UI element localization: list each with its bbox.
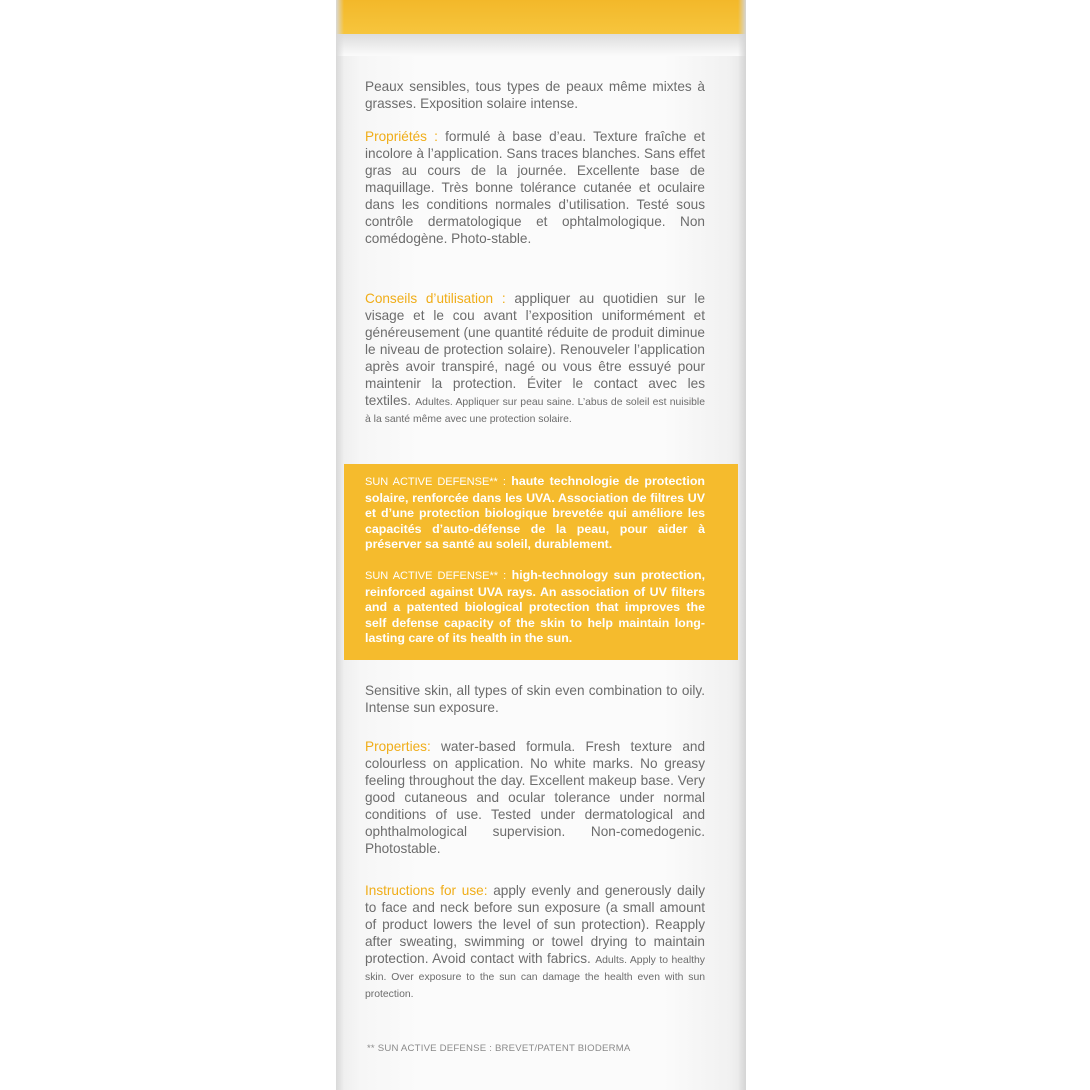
en-usage-paragraph	[365, 882, 705, 1001]
en-properties-label: Properties:	[365, 739, 431, 754]
fr-usage-label: Conseils d’utilisation :	[365, 291, 506, 306]
en-properties-text: water-based formula. Fresh texture and colourless on application. No white marks. No greasy feeling throughout the day. Excellent makeup base. Very good cutaneous and ocular tolerance under normal conditions of use. Tested under dermatological and ophthalmological supervision. Non-comedogenic. Photostable.	[365, 739, 705, 856]
en-skin-type: Sensitive skin, all types of skin even combination to oily. Intense sun exposure.	[365, 683, 705, 715]
fr-usage-paragraph	[365, 290, 705, 426]
patent-footnote: ** SUN ACTIVE DEFENSE : BREVET/PATENT BIODERMA	[367, 1043, 631, 1054]
box-top-flap-shadow	[336, 34, 746, 56]
fr-usage-small-print: Adultes. Appliquer sur peau saine. L’abus de soleil est nuisible à la santé même avec une protection solaire.	[365, 397, 705, 425]
fr-properties-paragraph	[365, 128, 705, 247]
band-en-label: SUN ACTIVE DEFENSE** :	[365, 570, 507, 582]
band-fr-paragraph	[365, 474, 705, 553]
en-usage-small-print: Adults. Apply to healthy skin. Over exposure to the sun can damage the health even with sun protection.	[365, 955, 706, 1000]
fr-usage-text: appliquer au quotidien sur le visage et le cou avant l’exposition uniformément et généreusement (une quantité réduite de produit diminue le niveau de protection solaire). Renouveler l’application après avoir transpiré, nagé ou vous être essuyé pour maintenir la protection. Éviter le contact avec les textiles.	[365, 291, 706, 408]
en-properties-paragraph	[365, 738, 705, 857]
band-fr-text: haute technologie de protection solaire, renforcée dans les UVA. Association de filtres UV et d’une protection biologique brevetée qui améliore les capacités d’auto-défense de la peau, pour aider à préserver sa santé au soleil, durablement.	[365, 474, 705, 552]
fr-properties-text: formulé à base d’eau. Texture fraîche et incolore à l’application. Sans traces blanches. Sans effet gras au cours de la journée. Excellente base de maquillage. Très bonne tolérance cutanée et oculaire dans les conditions normales d’utilisation. Testé sous contrôle dermatologique et ophtalmologique. Non comédogène. Photo-stable.	[365, 129, 705, 246]
fr-properties-label: Propriétés :	[365, 129, 438, 144]
box-left-edge-shading	[336, 0, 344, 1090]
box-top-yellow-strip	[336, 0, 746, 34]
en-skin-type-text	[365, 682, 705, 716]
box-right-edge-shading	[738, 0, 746, 1090]
band-fr-label: SUN ACTIVE DEFENSE** :	[365, 476, 506, 488]
en-usage-text: apply evenly and generously daily to face and neck before sun exposure (a small amount of product lowers the level of sun protection). Reapply after sweating, swimming or towel drying to maintain protection. Avoid contact with fabrics.	[365, 883, 705, 966]
band-en-text: high-technology sun protection, reinforced against UVA rays. An association of UV filters and a patented biological protection that improves the self defense capacity of the skin to help maintain long-lasting care of its health in the sun.	[365, 568, 706, 646]
en-usage-label: Instructions for use:	[365, 883, 488, 898]
fr-skin-type: Peaux sensibles, tous types de peaux même mixtes à grasses. Exposition solaire intense.	[365, 79, 705, 111]
band-en-paragraph	[365, 568, 705, 647]
fr-skin-type-text	[365, 78, 705, 112]
